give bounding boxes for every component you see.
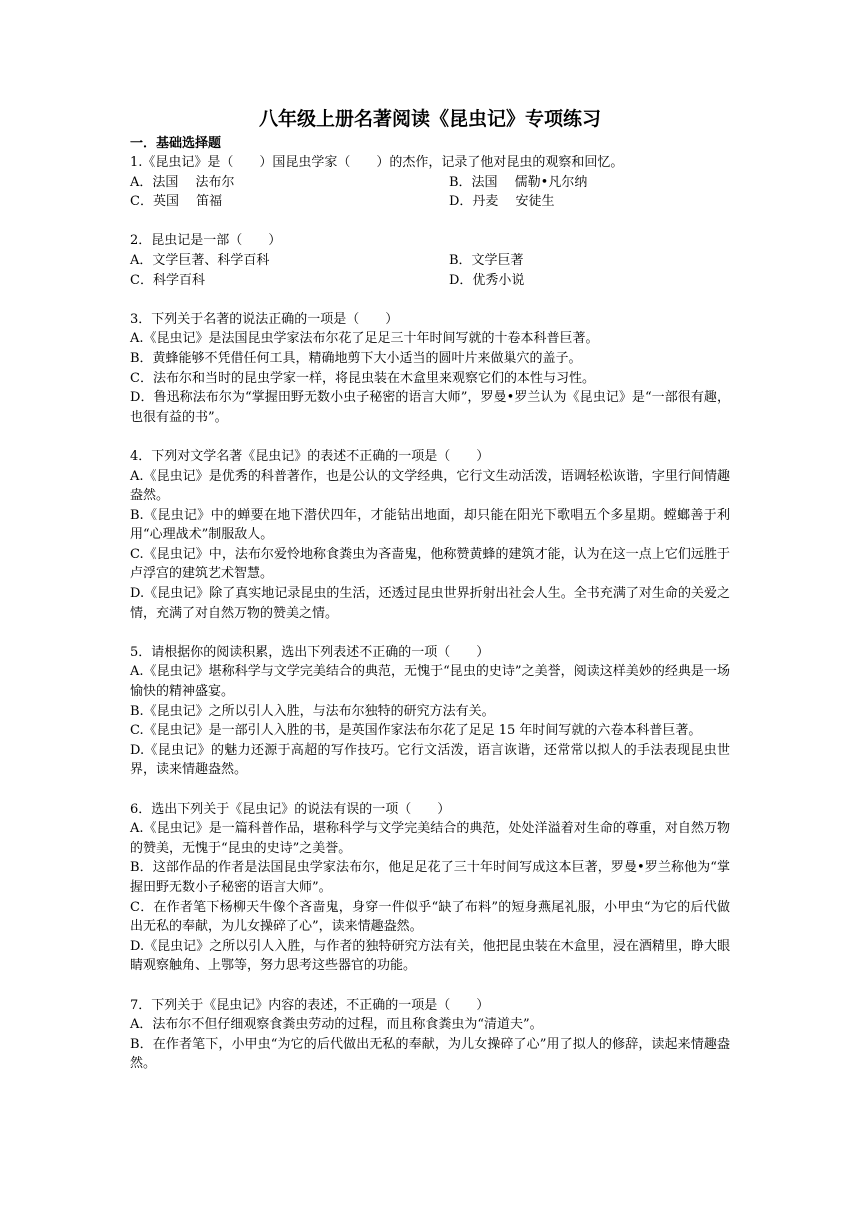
question-2-option-d: D．优秀小说 [449,272,525,288]
question-5-option-d: D.《昆虫记》的魅力还源于高超的写作技巧。它行文活泼，语言诙谐，还常常以拟人的手法表现昆虫世界，读来情趣盎然。 [130,742,730,778]
question-6-option-a: A.《昆虫记》是一篇科普作品，堪称科学与文学完美结合的典范，处处洋溢着对生命的尊重，对自然万物的赞美，无愧于“昆虫的史诗”之美誉。 [130,821,730,856]
question-7-option-a: A．法布尔不但仔细观察食粪虫劳动的过程，而且称食粪虫为“清道夫”。 [130,1017,543,1033]
spacer [130,623,730,643]
question-3-option-a: A.《昆虫记》是法国昆虫学家法布尔花了足足三十年时间写就的十卷本科普巨著。 [130,331,599,347]
question-2-options-row-2 [130,271,730,291]
question-5-option-b: B.《昆虫记》之所以引人入胜，与法布尔独特的研究方法有关。 [130,703,495,719]
question-2-options-row-1 [130,251,730,271]
question-2-option-a: A．文学巨著、科学百科 [130,252,270,268]
question-2-stem: 2．昆虫记是一部（ ） [130,233,282,249]
spacer [130,290,730,310]
question-1-option-d: D．丹麦 安徒生 [449,194,555,210]
question-1-options-row-1 [130,173,730,193]
question-6-option-d: D.《昆虫记》之所以引人入胜，与作者的独特研究方法有关，他把昆虫装在木盒里，浸在酒精里，睁大眼睛观察触角、上鄂等，努力思考这些器官的功能。 [130,938,730,974]
question-4-option-b: B.《昆虫记》中的蝉要在地下潜伏四年，才能钻出地面，却只能在阳光下歌唱五个多星期。螳螂善于利用“心理战术”制服敌人。 [130,507,730,543]
spacer [130,976,730,996]
question-1-option-a: A．法国 法布尔 [130,174,235,190]
question-1-options-row-2 [130,192,730,212]
section-heading: 一．基础选择题 [130,136,222,151]
question-1-stem: 1.《昆虫记》是（ ）国昆虫学家（ ）的杰作，记录了他对昆虫的观察和回忆。 [130,155,624,170]
question-1-option-c: C．英国 笛福 [130,194,223,210]
question-6-option-c: C．在作者笔下杨柳天牛像个吝啬鬼，身穿一件似乎“缺了布料”的短身燕尾礼服，小甲虫“为它的后代做出无私的奉献，为儿女操碎了心”，读来情趣盎然。 [130,899,730,935]
spacer [130,780,730,800]
question-3-stem: 3．下列关于名著的说法正确的一项是（ ） [130,311,399,327]
question-3-option-d: D．鲁迅称法布尔为“掌握田野无数小虫子秘密的语言大师”，罗曼•罗兰认为《昆虫记》是“一部很有趣，也很有益的书”。 [130,390,730,425]
spacer [130,427,730,447]
question-1-option-b: B．法国 儒勒•凡尔纳 [449,174,588,190]
question-4-option-d: D.《昆虫记》除了真实地记录昆虫的生活，还透过昆虫世界折射出社会人生。全书充满了对生命的关爱之情，充满了对自然万物的赞美之情。 [130,586,730,621]
question-3-option-c: C．法布尔和当时的昆虫学家一样，将昆虫装在木盒里来观察它们的本性与习性。 [130,370,595,386]
question-5-stem: 5．请根据你的阅读积累，选出下列表述不正确的一项（ ） [130,644,490,660]
question-4-option-c: C.《昆虫记》中，法布尔爱怜地称食粪虫为吝啬鬼，他称赞黄蜂的建筑才能，认为在这一点上它们远胜于卢浮宫的建筑艺术智慧。 [130,546,730,582]
spacer [130,212,730,232]
question-2-option-c: C．科学百科 [130,272,205,288]
question-5-option-a: A.《昆虫记》堪称科学与文学完美结合的典范，无愧于“昆虫的史诗”之美誉，阅读这样美妙的经典是一场愉快的精神盛宴。 [130,664,730,700]
question-6-option-b: B．这部作品的作者是法国昆虫学家法布尔，他足足花了三十年时间写成这本巨著，罗曼•罗兰称他为“掌握田野无数小子秘密的语言大师”。 [130,860,730,895]
question-5-option-c: C.《昆虫记》是一部引人入胜的书，是英国作家法布尔花了足足 15 年时间写就的六卷本科普巨著。 [130,723,702,739]
question-2-option-b: B．文学巨著 [449,252,524,268]
question-7-stem: 7．下列关于《昆虫记》内容的表述，不正确的一项是（ ） [130,997,490,1013]
question-4-stem: 4．下列对文学名著《昆虫记》的表述不正确的一项是（ ） [130,448,490,464]
worksheet-page [130,104,730,1074]
question-3-option-b: B．黄蜂能够不凭借任何工具，精确地剪下大小适当的圆叶片来做巢穴的盖子。 [130,350,582,366]
question-4-option-a: A.《昆虫记》是优秀的科普著作，也是公认的文学经典，它行文生动活泼，语调轻松诙谐，字里行间情趣盎然。 [130,468,730,504]
page-title: 八年级上册名著阅读《昆虫记》专项练习 [258,108,601,130]
question-6-stem: 6．选出下列关于《昆虫记》的说法有误的一项（ ） [130,801,451,817]
question-7-option-b: B．在作者笔下，小甲虫“为它的后代做出无私的奉献，为儿女操碎了心”用了拟人的修辞，读起来情趣盎然。 [130,1036,730,1072]
